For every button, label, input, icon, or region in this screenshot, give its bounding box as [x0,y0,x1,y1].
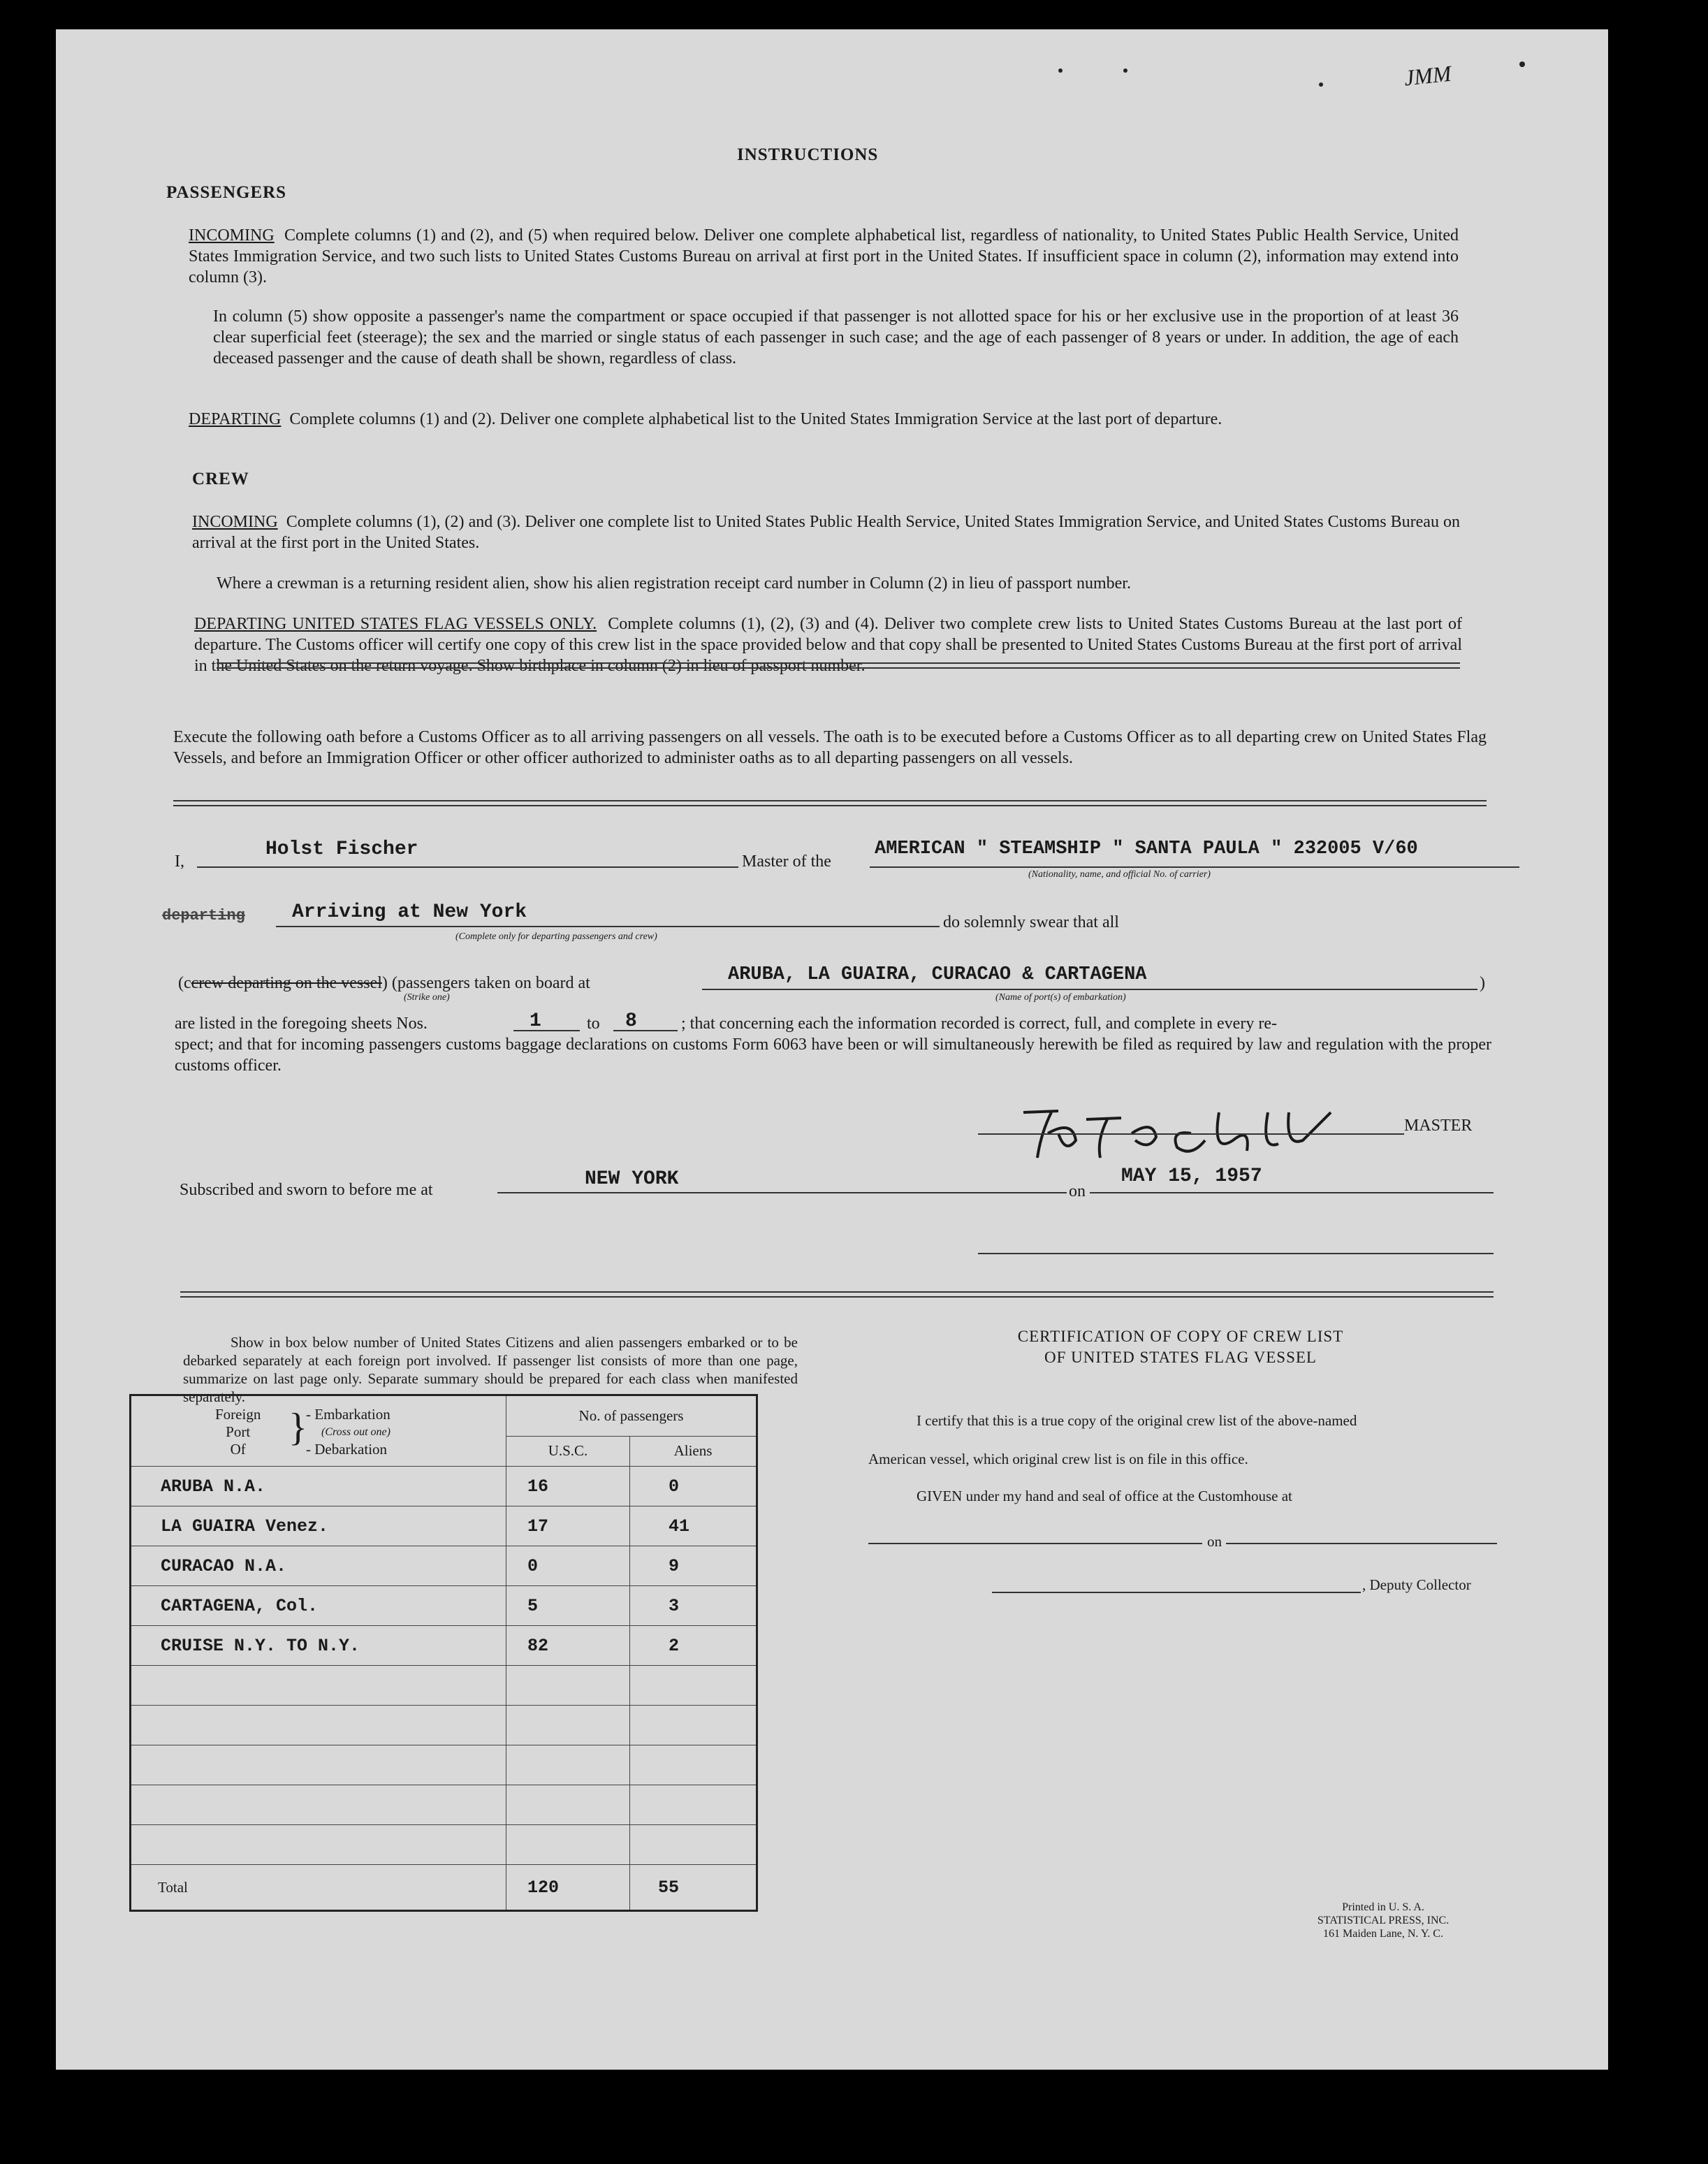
row-usc: 17 [506,1506,630,1546]
table-row [131,1467,757,1506]
certification-date-line [1226,1543,1497,1544]
paren-close: ) [381,974,388,992]
subscribed-label: Subscribed and sworn to before me at [180,1181,433,1199]
master-signature [1009,1091,1401,1168]
crew-heading: CREW [192,470,249,488]
passengers-departing-text: Complete columns (1) and (2). Deliver one complete alphabetical list to the United States Immigration Service at the last port of departure. [289,410,1222,428]
table-row-total [131,1865,757,1911]
row-usc: 5 [506,1586,630,1626]
head-port-1: Foreign [215,1406,261,1423]
sheets-text-b: ; that concerning each the information recorded is correct, full, and complete in every re- [681,1015,1277,1033]
to-label: to [587,1015,600,1033]
paren-open: (c [178,974,191,992]
crew-departing-label: DEPARTING UNITED STATES FLAG VESSELS ONLY. [194,615,597,633]
sworn-place: NEW YORK [585,1168,679,1190]
passengers-column5-para: In column (5) show opposite a passenger's name the compartment or space occupied if that passenger is not allotted space for his or her exclusive use in the proportion of at least 36 clear superficial feet (steerage); the sex and the married or single status of each passenger in such case; and the age of each passenger of 8 years or under. In addition, the age of each deceased passenger and the cause of death shall be shown, regardless of class. [213,307,1459,368]
sworn-on-label: on [1069,1182,1086,1200]
row-port: CURACAO N.A. [131,1546,506,1586]
deputy-collector-line [992,1592,1361,1593]
summary-intro: Show in box below number of United States Citizens and alien passengers embarked or to be debarked separately at each foreign port involved. If passenger list consists of more than one page, summarize on last page only. Separate summary should be prepared for each class when manifested separately. [183,1334,798,1405]
sheet-to-line [613,1030,678,1031]
row-port: CRUISE N.Y. TO N.Y. [131,1626,506,1666]
passenger-summary-table [129,1394,758,1912]
master-name: Holst Fischer [265,838,418,860]
certification-title-1: CERTIFICATION OF COPY OF CREW LIST [1017,1328,1344,1345]
row-port: LA GUAIRA Venez. [131,1506,506,1546]
sheets-text-c: spect; and that for incoming passengers customs baggage declarations on customs Form 6063 have been or will simultaneously herewith be filed as required by law and regulation with the proper customs officer. [175,1036,1491,1075]
section-divider [180,1291,1494,1298]
master-signature-line [978,1133,1404,1135]
table-row-empty [131,1666,757,1706]
carrier-line [870,866,1519,868]
row-usc: 0 [506,1546,630,1586]
sheet-from-line [513,1030,580,1031]
ports-value: ARUBA, LA GUAIRA, CURACAO & CARTAGENA [728,964,1147,985]
crew-incoming-label: INCOMING [192,513,278,531]
section-divider [173,800,1487,806]
port-header-cell: Foreign Port Of } - Embarkation (Cross out one) - Debarkation [131,1395,506,1467]
departure-caption: (Complete only for departing passengers and crew) [455,931,657,942]
crew-incoming-para [192,511,1460,553]
carrier-caption: (Nationality, name, and official No. of carrier) [1028,869,1211,880]
passengers-taken-label: (passengers taken on board at [391,974,590,992]
table-row-empty [131,1825,757,1865]
row-aliens: 41 [630,1506,757,1546]
carrier-value: AMERICAN " STEAMSHIP " SANTA PAULA " 232005 V/60 [875,838,1418,859]
head-no-passengers: No. of passengers [506,1395,757,1437]
head-aliens: Aliens [630,1436,757,1466]
sheet-from: 1 [530,1010,541,1032]
section-divider [217,662,1460,669]
crew-departing-text: Complete columns (1), (2), (3) and (4). Deliver two complete crew lists to United States Customs Bureau at the last port of departure. The Customs officer will certify one copy of this crew list in the space provided below and that copy shall be presented to United States Customs Bureau at the first port of arrival in the United States on the return voyage. Show birthplace in column (2) in lieu of passport number. [194,615,1462,675]
crew-strike-group [178,973,590,994]
ports-caption: (Name of port(s) of embarkation) [995,992,1126,1003]
crew-resident-para: Where a crewman is a returning resident alien, show his alien registration receipt card number in Column (2) in lieu of passport number. [217,574,1131,593]
row-aliens: 3 [630,1586,757,1626]
head-usc: U.S.C. [506,1436,630,1466]
dot-mark [1519,61,1525,67]
row-usc: 16 [506,1467,630,1506]
table-row [131,1546,757,1586]
sheets-text-a: are listed in the foregoing sheets Nos. [175,1015,428,1033]
head-debarkation: - Debarkation [306,1441,388,1458]
master-of-label: Master of the [742,852,831,871]
passengers-departing-label: DEPARTING [189,410,282,428]
total-aliens: 55 [630,1865,757,1911]
certification-on-label: on [1207,1533,1222,1550]
customhouse-line [868,1543,1202,1544]
table-row-empty [131,1785,757,1825]
dot-mark [1123,68,1127,73]
table-row-empty [131,1745,757,1785]
row-port: CARTAGENA, Col. [131,1586,506,1626]
total-label: Total [131,1865,506,1911]
dot-mark [1058,68,1063,73]
head-port-2: Port [226,1423,251,1440]
passengers-incoming-label: INCOMING [189,226,275,245]
swear-text: do solemnly swear that all [943,913,1119,931]
margin-mark: JMM [1403,60,1453,91]
strike-caption: (Strike one) [404,992,450,1003]
sworn-place-line [497,1192,1067,1193]
printer-line-3: 161 Maiden Lane, N. Y. C. [1323,1928,1443,1940]
head-port-3: Of [230,1441,246,1458]
row-aliens: 2 [630,1626,757,1666]
oath-intro: Execute the following oath before a Customs Officer as to all arriving passengers on all vessels. The oath is to be executed before a Customs Officer as to all departing crew on United States Flag Vessels, and before an Immigration Officer or other officer authorized to administer oaths as to all departing passengers on all vessels. [173,728,1487,767]
sworn-date: MAY 15, 1957 [1121,1165,1262,1187]
sheet-to: 8 [625,1010,637,1032]
instructions-title: INSTRUCTIONS [737,145,879,164]
master-label: MASTER [1404,1117,1473,1135]
struck-crew-text: crew departing on the vessel [191,974,382,992]
head-embarkation: - Embarkation [306,1406,390,1423]
head-cross-out: (Cross out one) [321,1426,390,1438]
certification-title-2: OF UNITED STATES FLAG VESSEL [1044,1349,1317,1366]
ports-close-paren: ) [1480,974,1485,992]
crew-incoming-text: Complete columns (1), (2) and (3). Deliver one complete list to United States Public Health Service, United States Immigration Service, and United States Customs Bureau on arrival at the first port in the United States. [192,513,1461,552]
table-row-empty [131,1706,757,1745]
ports-line [702,989,1477,990]
printer-imprint [1257,1901,1509,1940]
table-row [131,1506,757,1546]
officer-signature-line [978,1253,1494,1254]
struck-departing: departing [162,907,245,924]
certification-text-2: American vessel, which original crew list is on file in this office. [868,1451,1248,1467]
deputy-collector-label: , Deputy Collector [1362,1576,1471,1593]
passengers-heading: PASSENGERS [166,183,287,202]
table-row [131,1626,757,1666]
total-usc: 120 [506,1865,630,1911]
table-row [131,1586,757,1626]
row-aliens: 9 [630,1546,757,1586]
sworn-date-line [1090,1192,1494,1193]
oath-i-label: I, [175,852,184,871]
certification-text-1: I certify that this is a true copy of the original crew list of the above-named [917,1412,1357,1429]
row-aliens: 0 [630,1467,757,1506]
certification-title [908,1326,1453,1368]
printer-line-2: STATISTICAL PRESS, INC. [1317,1915,1450,1926]
row-port: ARUBA N.A. [131,1467,506,1506]
printer-line-1: Printed in U. S. A. [1342,1901,1424,1913]
dot-mark [1319,82,1323,87]
departure-value: Arriving at New York [292,901,527,923]
master-name-line [197,866,738,868]
row-usc: 82 [506,1626,630,1666]
passengers-departing-para [189,409,1459,430]
certification-text-3: GIVEN under my hand and seal of office at the Customhouse at [917,1488,1292,1504]
departure-line [276,926,940,927]
passengers-incoming-text: Complete columns (1) and (2), and (5) when required below. Deliver one complete alphabetical list, regardless of nationality, to United States Public Health Service, United States Immigration Service, and two such lists to United States Customs Bureau on arrival at first port in the United States. If insufficient space in column (2), information may extend into column (3). [189,226,1459,286]
passengers-incoming-para [189,225,1459,288]
